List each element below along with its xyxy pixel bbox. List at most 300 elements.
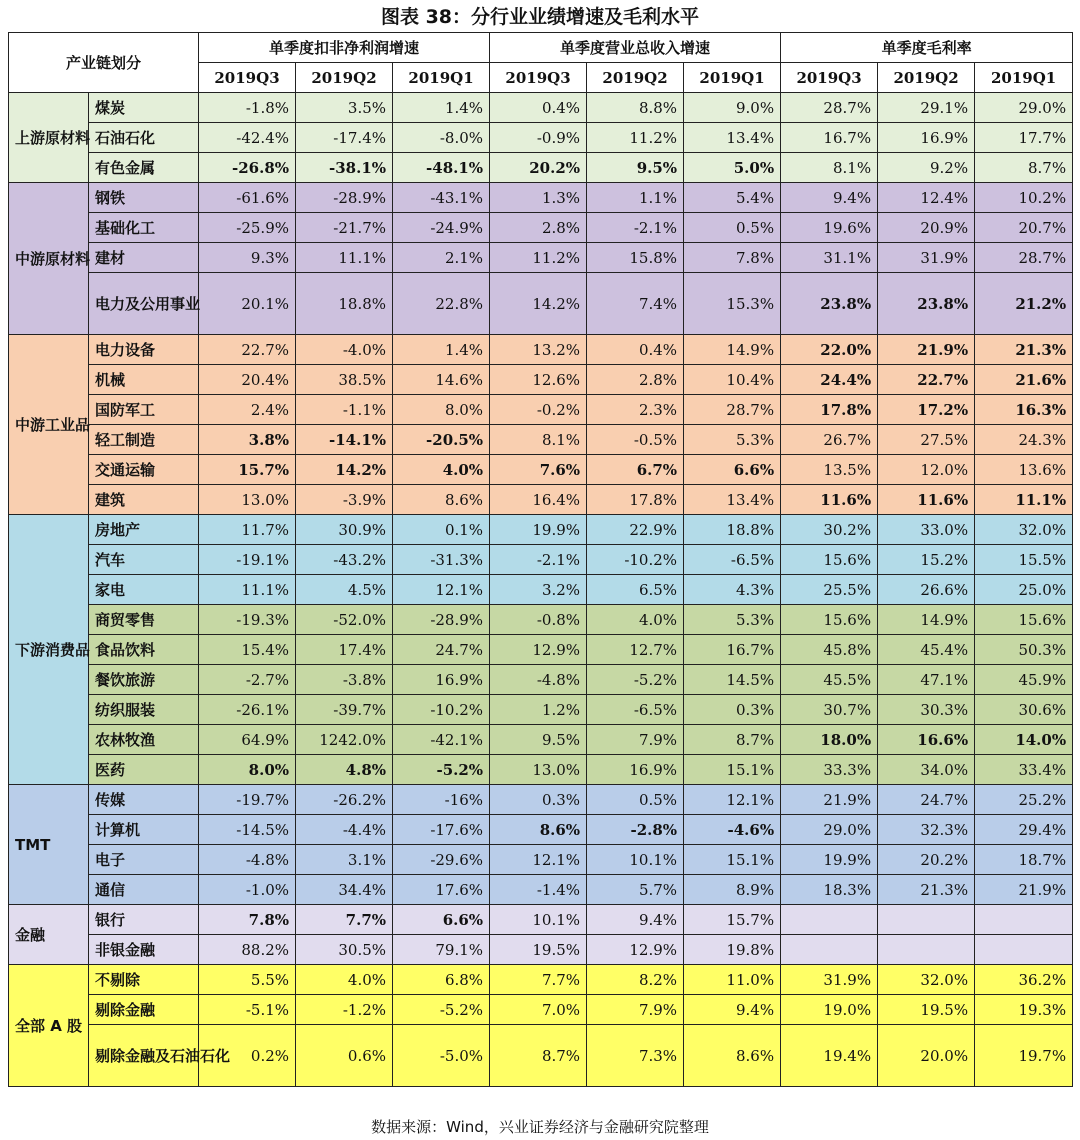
value-cell: 33.0% [878,515,975,545]
value-cell: -0.9% [490,123,587,153]
group-label: 中游原材料 [9,183,89,335]
table-row [9,845,1073,875]
value-cell: 1242.0% [296,725,393,755]
value-cell: 16.6% [878,725,975,755]
value-cell: 12.9% [587,935,684,965]
value-cell: 20.0% [878,1025,975,1087]
value-cell: -26.8% [199,153,296,183]
value-cell: 19.6% [781,213,878,243]
value-cell: 0.1% [393,515,490,545]
value-cell: 7.7% [296,905,393,935]
industry-label: 基础化工 [89,213,199,243]
value-cell: 22.8% [393,273,490,335]
table-row [9,395,1073,425]
industry-label: 钢铁 [89,183,199,213]
value-cell: 17.6% [393,875,490,905]
value-cell: 1.4% [393,335,490,365]
industry-label: 电力及公用事业 [89,273,199,335]
value-cell: -42.1% [393,725,490,755]
value-cell: 11.2% [587,123,684,153]
value-cell: 15.8% [587,243,684,273]
value-cell: 8.6% [490,815,587,845]
value-cell: 2.8% [587,365,684,395]
value-cell: 32.3% [878,815,975,845]
value-cell: 2.8% [490,213,587,243]
value-cell: 0.6% [296,1025,393,1087]
table-row [9,1025,1073,1087]
quarter-header: 2019Q2 [587,63,684,93]
value-cell: 8.6% [393,485,490,515]
value-cell: 20.1% [199,273,296,335]
value-cell: -6.5% [587,695,684,725]
value-cell: 18.0% [781,725,878,755]
industry-label: 煤炭 [89,93,199,123]
value-cell: 88.2% [199,935,296,965]
value-cell: 15.5% [975,545,1073,575]
value-cell: 4.3% [684,575,781,605]
value-cell: 0.3% [684,695,781,725]
table-row [9,935,1073,965]
value-cell: 9.5% [490,725,587,755]
table-row [9,605,1073,635]
value-cell: 8.6% [684,1025,781,1087]
industry-label: 纺织服装 [89,695,199,725]
value-cell: 8.2% [587,965,684,995]
value-cell: 13.4% [684,485,781,515]
value-cell: 15.7% [199,455,296,485]
value-cell: -31.3% [393,545,490,575]
value-cell: 12.7% [587,635,684,665]
value-cell: 23.8% [878,273,975,335]
value-cell: 7.9% [587,725,684,755]
table-row [9,153,1073,183]
industry-label: 石油石化 [89,123,199,153]
value-cell: 12.1% [684,785,781,815]
value-cell: 20.7% [975,213,1073,243]
industry-performance-table [8,32,1073,1087]
quarter-header: 2019Q3 [781,63,878,93]
value-cell: 10.1% [587,845,684,875]
value-cell: -5.2% [393,755,490,785]
value-cell: 9.4% [587,905,684,935]
value-cell: -25.9% [199,213,296,243]
value-cell: 8.7% [975,153,1073,183]
value-cell: 12.9% [490,635,587,665]
value-cell: 29.0% [781,815,878,845]
value-cell: 8.1% [781,153,878,183]
industry-label: 房地产 [89,515,199,545]
value-cell: -1.8% [199,93,296,123]
table-body [9,93,1073,1087]
value-cell: 6.8% [393,965,490,995]
value-cell: 21.3% [878,875,975,905]
value-cell: -21.7% [296,213,393,243]
value-cell: 11.0% [684,965,781,995]
industry-label: 医药 [89,755,199,785]
value-cell: 20.2% [878,845,975,875]
value-cell: -1.0% [199,875,296,905]
value-cell: 7.0% [490,995,587,1025]
value-cell: 5.3% [684,605,781,635]
value-cell: 34.4% [296,875,393,905]
value-cell: -5.2% [393,995,490,1025]
value-cell: 11.7% [199,515,296,545]
value-cell: 3.2% [490,575,587,605]
value-cell: -2.7% [199,665,296,695]
value-cell: 33.4% [975,755,1073,785]
value-cell: -2.8% [587,815,684,845]
value-cell: -10.2% [393,695,490,725]
industry-label: 传媒 [89,785,199,815]
value-cell: 13.0% [199,485,296,515]
value-cell: -0.2% [490,395,587,425]
value-cell: 12.4% [878,183,975,213]
value-cell: 22.7% [199,335,296,365]
value-cell: -43.1% [393,183,490,213]
value-cell: 22.9% [587,515,684,545]
value-cell: 33.3% [781,755,878,785]
value-cell: 19.5% [490,935,587,965]
value-cell: 25.0% [975,575,1073,605]
value-cell: 21.2% [975,273,1073,335]
value-cell: 18.8% [296,273,393,335]
value-cell: 17.8% [781,395,878,425]
value-cell: 10.2% [975,183,1073,213]
group-label: 下游消费品 [9,515,89,785]
value-cell: 7.7% [490,965,587,995]
value-cell: 5.0% [684,153,781,183]
value-cell: 13.6% [975,455,1073,485]
value-cell: 17.4% [296,635,393,665]
group-label: 金融 [9,905,89,965]
value-cell: -8.0% [393,123,490,153]
value-cell: 18.3% [781,875,878,905]
value-cell: 11.1% [975,485,1073,515]
table-row [9,213,1073,243]
value-cell: -61.6% [199,183,296,213]
value-cell: 20.2% [490,153,587,183]
value-cell: 14.5% [684,665,781,695]
industry-label: 交通运输 [89,455,199,485]
quarter-header: 2019Q1 [393,63,490,93]
value-cell: 16.9% [878,123,975,153]
industry-label: 商贸零售 [89,605,199,635]
industry-label: 食品饮料 [89,635,199,665]
value-cell: 17.2% [878,395,975,425]
figure-title: 图表 38：分行业业绩增速及毛利水平 [380,6,700,28]
value-cell: -48.1% [393,153,490,183]
table-row [9,485,1073,515]
table-row [9,875,1073,905]
value-cell: 6.6% [393,905,490,935]
table-row [9,995,1073,1025]
value-cell: 5.3% [684,425,781,455]
industry-label: 电子 [89,845,199,875]
value-cell: 9.3% [199,243,296,273]
value-cell: 31.9% [878,243,975,273]
value-cell: 19.9% [490,515,587,545]
value-cell: -4.0% [296,335,393,365]
value-cell: 11.6% [878,485,975,515]
value-cell: 9.0% [684,93,781,123]
quarter-header: 2019Q3 [490,63,587,93]
value-cell: 7.3% [587,1025,684,1087]
value-cell: 7.8% [199,905,296,935]
value-cell: -1.1% [296,395,393,425]
value-cell: 15.2% [878,545,975,575]
industry-label: 银行 [89,905,199,935]
table-row [9,575,1073,605]
value-cell: 15.1% [684,845,781,875]
table-row [9,425,1073,455]
value-cell [975,905,1073,935]
value-cell: 16.7% [684,635,781,665]
value-cell: 13.4% [684,123,781,153]
value-cell: -26.2% [296,785,393,815]
value-cell: 26.7% [781,425,878,455]
value-cell: 36.2% [975,965,1073,995]
value-cell: 29.0% [975,93,1073,123]
value-cell: 1.1% [587,183,684,213]
value-cell: 15.6% [781,545,878,575]
value-cell: 7.4% [587,273,684,335]
value-cell: 30.3% [878,695,975,725]
value-cell: 19.8% [684,935,781,965]
value-cell: 12.1% [490,845,587,875]
value-cell: 26.6% [878,575,975,605]
table-row [9,725,1073,755]
value-cell: 29.1% [878,93,975,123]
value-cell: -4.8% [199,845,296,875]
value-cell: -42.4% [199,123,296,153]
value-cell: -3.9% [296,485,393,515]
value-cell: 64.9% [199,725,296,755]
value-cell: -43.2% [296,545,393,575]
value-cell: 15.4% [199,635,296,665]
value-cell: 9.4% [684,995,781,1025]
value-cell: 30.6% [975,695,1073,725]
value-cell: 30.9% [296,515,393,545]
value-cell: 27.5% [878,425,975,455]
industry-label: 餐饮旅游 [89,665,199,695]
value-cell: 16.3% [975,395,1073,425]
value-cell [975,935,1073,965]
value-cell: -38.1% [296,153,393,183]
value-cell: -2.1% [490,545,587,575]
value-cell: 25.2% [975,785,1073,815]
value-cell: 30.2% [781,515,878,545]
value-cell: -6.5% [684,545,781,575]
value-cell [781,935,878,965]
industry-label: 有色金属 [89,153,199,183]
value-cell: 0.2% [199,1025,296,1087]
value-cell: 11.6% [781,485,878,515]
value-cell: -14.5% [199,815,296,845]
value-cell: 12.0% [878,455,975,485]
value-cell: 45.5% [781,665,878,695]
table-row [9,243,1073,273]
quarter-header: 2019Q2 [296,63,393,93]
value-cell: 45.9% [975,665,1073,695]
table-row [9,273,1073,335]
value-cell: 16.7% [781,123,878,153]
value-cell: 14.2% [296,455,393,485]
value-cell: 8.7% [684,725,781,755]
value-cell: 20.9% [878,213,975,243]
value-cell: 14.6% [393,365,490,395]
value-cell: 17.8% [587,485,684,515]
value-cell: 8.1% [490,425,587,455]
industry-label: 汽车 [89,545,199,575]
value-cell: -10.2% [587,545,684,575]
value-cell: 11.2% [490,243,587,273]
value-cell: 3.8% [199,425,296,455]
value-cell: -5.1% [199,995,296,1025]
source-note: 数据来源：Wind，兴业证券经济与金融研究院整理 [371,1118,709,1136]
industry-label: 轻工制造 [89,425,199,455]
value-cell: -14.1% [296,425,393,455]
table-row [9,365,1073,395]
value-cell: 19.5% [878,995,975,1025]
value-cell: 7.6% [490,455,587,485]
value-cell: -20.5% [393,425,490,455]
value-cell: 0.5% [587,785,684,815]
value-cell: 4.0% [587,605,684,635]
value-cell: -16% [393,785,490,815]
value-cell: 3.1% [296,845,393,875]
value-cell: 13.5% [781,455,878,485]
value-cell: 18.7% [975,845,1073,875]
value-cell [781,905,878,935]
value-cell: 18.8% [684,515,781,545]
value-cell: 8.8% [587,93,684,123]
value-cell: 50.3% [975,635,1073,665]
value-cell: 45.8% [781,635,878,665]
value-cell: -19.1% [199,545,296,575]
value-cell: -1.4% [490,875,587,905]
quarter-header: 2019Q3 [199,63,296,93]
value-cell: 8.9% [684,875,781,905]
value-cell: 8.7% [490,1025,587,1087]
value-cell: 79.1% [393,935,490,965]
table-row [9,665,1073,695]
value-cell: 1.3% [490,183,587,213]
table-row [9,515,1073,545]
value-cell: 2.4% [199,395,296,425]
industry-label: 不剔除 [89,965,199,995]
value-cell: 10.1% [490,905,587,935]
value-cell: 19.7% [975,1025,1073,1087]
value-cell [878,935,975,965]
value-cell: 31.1% [781,243,878,273]
value-cell: -0.5% [587,425,684,455]
value-cell: 2.3% [587,395,684,425]
value-cell: -3.8% [296,665,393,695]
value-cell: -4.6% [684,815,781,845]
value-cell: 24.3% [975,425,1073,455]
value-cell: -17.6% [393,815,490,845]
value-cell: -0.8% [490,605,587,635]
value-cell: 5.5% [199,965,296,995]
value-cell: 16.9% [587,755,684,785]
table-row [9,785,1073,815]
value-cell: 32.0% [975,515,1073,545]
group-label: 全部 A 股 [9,965,89,1087]
value-cell: 4.8% [296,755,393,785]
value-cell: 3.5% [296,93,393,123]
table-row [9,455,1073,485]
value-cell: 19.3% [975,995,1073,1025]
value-cell: 7.8% [684,243,781,273]
value-cell: -28.9% [393,605,490,635]
value-cell: 4.0% [296,965,393,995]
value-cell: -52.0% [296,605,393,635]
value-cell: -5.2% [587,665,684,695]
value-cell: 15.7% [684,905,781,935]
value-cell: 30.7% [781,695,878,725]
value-cell [878,905,975,935]
value-cell: -19.7% [199,785,296,815]
value-cell: 21.9% [878,335,975,365]
value-cell: 0.4% [490,93,587,123]
value-cell: -4.8% [490,665,587,695]
value-cell: 6.5% [587,575,684,605]
value-cell: 15.3% [684,273,781,335]
value-cell: 4.0% [393,455,490,485]
table-row [9,123,1073,153]
quarter-header: 2019Q1 [684,63,781,93]
industry-label: 电力设备 [89,335,199,365]
value-cell: 8.0% [393,395,490,425]
value-cell: 4.5% [296,575,393,605]
value-cell: 1.4% [393,93,490,123]
value-cell: -29.6% [393,845,490,875]
value-cell: 0.5% [684,213,781,243]
table-row [9,965,1073,995]
industry-label: 计算机 [89,815,199,845]
value-cell: 47.1% [878,665,975,695]
value-cell: -5.0% [393,1025,490,1087]
value-cell: 28.7% [684,395,781,425]
value-cell: 12.6% [490,365,587,395]
value-cell: -28.9% [296,183,393,213]
value-cell: 19.0% [781,995,878,1025]
value-cell: 21.9% [781,785,878,815]
value-cell: 9.2% [878,153,975,183]
value-cell: 16.4% [490,485,587,515]
value-cell: 13.2% [490,335,587,365]
value-cell: 8.0% [199,755,296,785]
value-cell: 6.6% [684,455,781,485]
table-row [9,335,1073,365]
value-cell: 21.6% [975,365,1073,395]
industry-label: 国防军工 [89,395,199,425]
value-cell: -1.2% [296,995,393,1025]
group-label: TMT [9,785,89,905]
value-cell: 11.1% [199,575,296,605]
value-cell: 5.4% [684,183,781,213]
value-cell: 19.4% [781,1025,878,1087]
quarter-header: 2019Q2 [878,63,975,93]
value-cell: 15.1% [684,755,781,785]
value-cell: -17.4% [296,123,393,153]
value-cell: 11.1% [296,243,393,273]
value-cell: 29.4% [975,815,1073,845]
table-row [9,545,1073,575]
value-cell: 13.0% [490,755,587,785]
value-cell: 24.7% [878,785,975,815]
value-cell: -39.7% [296,695,393,725]
